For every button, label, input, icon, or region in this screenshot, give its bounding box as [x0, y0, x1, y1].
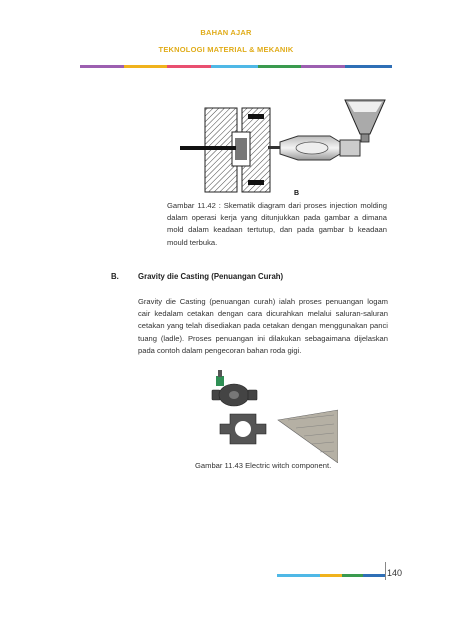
header-subtitle: TEKNOLOGI MATERIAL & MEKANIK [158, 45, 294, 54]
section-number: B. [111, 272, 119, 281]
header-bar-segment [167, 65, 211, 68]
header-bar-segment [211, 65, 258, 68]
header-bar-segment [258, 65, 302, 68]
footer-bar-segment [277, 574, 320, 577]
footer-color-bar [277, 574, 385, 577]
header-title: BAHAN AJAR [200, 28, 252, 37]
footer-bar-segment [363, 574, 385, 577]
body-paragraph: Gravity die Casting (penuangan curah) ialah proses penuangan logam cair kedalam cetakan dengan cara dicurahkan melalui saluran-saluran cetakan yang telah disediakan pada cetakan dengan menggunakan panci tuang (ladle). Proses penuangan ini dilakukan sebagaimana dijelaskan pada contoh dalam pengecoran bahan roda gigi. [138, 297, 388, 355]
injection-molding-diagram [180, 90, 390, 200]
header-bar-segment [345, 65, 392, 68]
page-number: 140 [387, 568, 403, 578]
footer-bar-segment [320, 574, 342, 577]
cast-components-photo [208, 368, 338, 463]
figure-caption-11-42: Gambar 11.42 : Skematik diagram dari proses injection molding dalam operasi kerja yang ditunjukkan pada gambar a dimana mold dalam keadaan tertutup, dan pada gambar b keadaan mould terbuka. [167, 201, 387, 247]
figure-label-b: B [294, 190, 300, 197]
section-title: Gravity die Casting (Penuangan Curah) [138, 272, 284, 281]
header-bar-segment [301, 65, 345, 68]
figure-caption-11-43: Gambar 11.43 Electric witch component. [195, 461, 332, 470]
footer-bar-segment [342, 574, 364, 577]
header-bar-segment [124, 65, 168, 68]
section-heading [111, 272, 283, 281]
header-bar-segment [80, 65, 124, 68]
header-color-bar [80, 65, 392, 68]
